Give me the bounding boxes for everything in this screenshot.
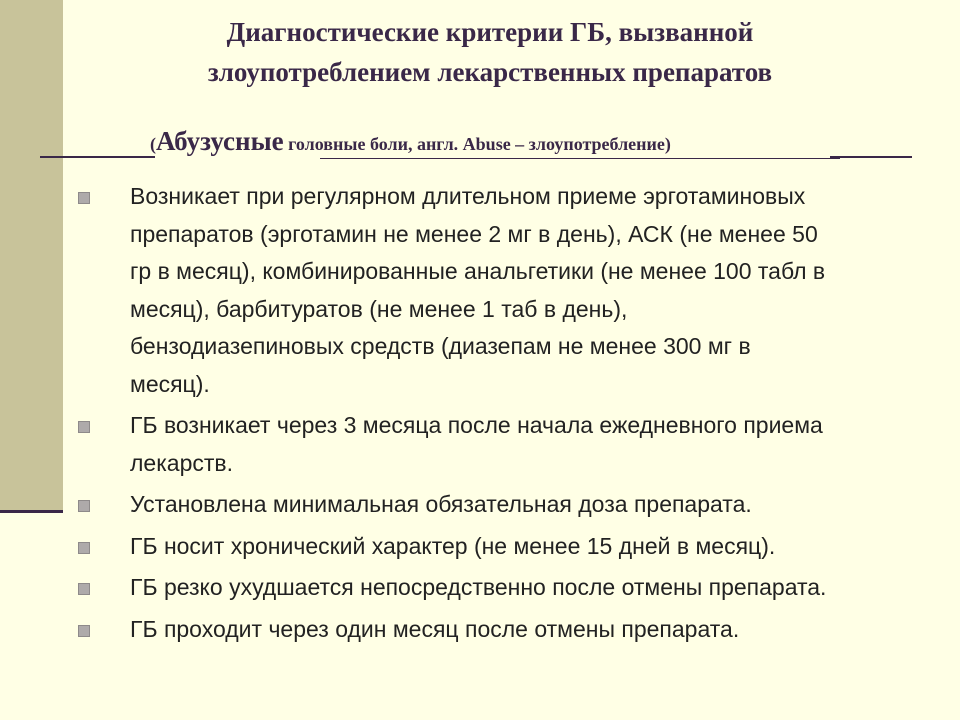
square-bullet-icon <box>78 625 90 637</box>
slide-subtitle <box>150 126 850 157</box>
criteria-item-line: препаратов (эрготамин не менее 2 мг в день), АСК (не менее 50 <box>130 220 818 247</box>
criteria-item-line: бензодиазепиновых средств (диазепам не менее 300 мг в <box>130 333 751 359</box>
slide-title <box>100 12 880 92</box>
square-bullet-icon <box>78 421 90 433</box>
criteria-list <box>78 178 938 652</box>
criteria-item <box>78 611 938 649</box>
criteria-item <box>78 178 938 403</box>
criteria-item <box>78 528 938 566</box>
square-bullet-icon <box>78 192 90 204</box>
criteria-item <box>78 407 938 482</box>
square-bullet-icon <box>78 583 90 595</box>
subtitle-rule-left <box>40 156 155 158</box>
square-bullet-icon <box>78 500 90 512</box>
criteria-item-line: месяц), барбитуратов (не менее 1 таб в день), <box>130 295 628 322</box>
subtitle-rest: головные боли, англ. Abuse – злоупотребление) <box>283 134 671 154</box>
criteria-item-line: ГБ резко ухудшается непосредственно после отмены препарата. <box>130 574 827 600</box>
title-line-1: Диагностические критерии ГБ, вызванной <box>226 17 754 47</box>
criteria-item-line: месяц). <box>130 370 210 397</box>
criteria-item-line: Установлена минимальная обязательная доза препарата. <box>130 491 752 517</box>
criteria-item-line: ГБ проходит через один месяц после отмены препарата. <box>130 615 740 642</box>
criteria-item-line: ГБ носит хронический характер (не менее 15 дней в месяц). <box>130 532 776 559</box>
criteria-item-line: лекарств. <box>130 449 234 476</box>
side-accent-underline <box>0 510 63 513</box>
subtitle-emphasis: Абузусные <box>156 126 284 156</box>
criteria-item <box>78 569 938 607</box>
criteria-item <box>78 486 938 524</box>
side-accent-band <box>0 0 63 510</box>
title-line-2: злоупотреблением лекарственных препаратов <box>207 57 773 87</box>
subtitle-underline <box>320 158 840 159</box>
subtitle-open-paren: ( <box>150 134 156 154</box>
square-bullet-icon <box>78 542 90 554</box>
criteria-item-line: гр в месяц), комбинированные анальгетики (не менее 100 табл в <box>130 258 826 284</box>
criteria-item-line: Возникает при регулярном длительном приеме эрготаминовых <box>130 183 806 209</box>
criteria-item-line: ГБ возникает через 3 месяца после начала ежедневного приема <box>130 412 823 438</box>
